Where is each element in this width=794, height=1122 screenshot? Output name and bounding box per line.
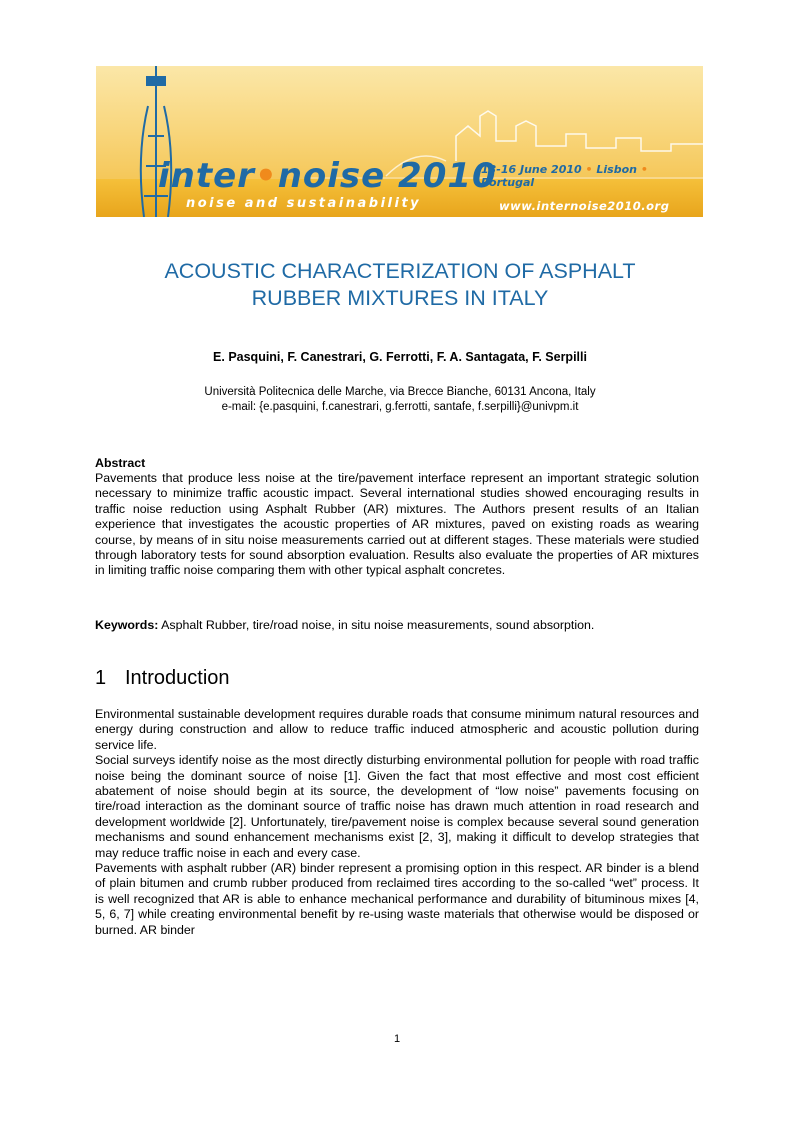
paragraph: Pavements with asphalt rubber (AR) binder represent a promising option in this respect. AR binder is a blend of plain bitumen and crumb rubber produced from reclaimed tires according to the so-called “wet” process. It is well recognized that AR is able to enhance mechanical performance and durability of bituminous mixes [4, 5, 6, 7] while creating environmental benefit by re-using waste materials that otherwise would be disposed or burned. AR binder [95,861,699,937]
section-title: Introduction [125,667,230,689]
keywords [95,618,699,633]
brand-dot: • [254,156,278,196]
abstract-text: Pavements that produce less noise at the tire/pavement interface represent an important strategic solution necessary to minimize traffic acoustic impact. Several international studies showed encouraging results in traffic noise reduction using Asphalt Rubber (AR) mixtures. The Authors present results of an Italian experience that investigates the acoustic properties of AR mixtures, paved on existing roads as wearing course, by means of in situ noise measurements carried out at different stages. These materials were studied through laboratory tests for sound absorption evaluation. Results also evaluate the properties of AR mixtures in limiting traffic noise comparing them with other typical asphalt concretes. [95,471,699,578]
affiliation: Università Politecnica delle Marche, via Brecce Bianche, 60131 Ancona, Italy [204,386,596,398]
tower-top-icon [146,76,166,86]
banner-url: www.internoise2010.org [499,199,670,213]
introduction-body [95,707,699,938]
banner-city: Lisbon [596,163,637,176]
paragraph: Social surveys identify noise as the most directly disturbing environmental pollution for people with road traffic noise being the dominant source of noise [1]. Given the fact that most effective and most cost efficient abatement of noise should begin at its source, the development of “low noise” pavements focusing on tire/road interaction as the dominant source of traffic noise has drawn much attention in road research and development worldwide [2]. Unfortunately, tire/pavement noise is complex because several sound generation mechanisms and sound enhancement mechanisms exist [2, 3], making it difficult to develop strategies that may reduce traffic noise in each and every case. [95,753,699,860]
brand-right: noise 2010 [277,156,497,196]
paragraph: Environmental sustainable development requires durable roads that consume minimum natural resources and energy during construction and allow to reduce traffic induced atmospheric and acoustic pollution during service life. [95,707,699,752]
email: e-mail: {e.pasquini, f.canestrari, g.ferrotti, santafe, f.serpilli}@univpm.it [221,401,579,413]
title-line-2: RUBBER MIXTURES IN ITALY [251,286,549,310]
banner-country: Portugal [481,176,535,189]
separator-dot: • [640,163,648,176]
section-heading [95,667,230,690]
affiliation-block [80,385,720,415]
abstract-heading: Abstract [95,456,146,470]
title-line-1: ACOUSTIC CHARACTERIZATION OF ASPHALT [164,259,636,283]
banner-dateline [481,163,703,189]
keywords-label: Keywords: [95,618,159,632]
page-number: 1 [393,1033,401,1045]
keywords-text: Asphalt Rubber, tire/road noise, in situ noise measurements, sound absorption. [161,618,595,632]
author-list: E. Pasquini, F. Canestrari, G. Ferrotti, F. A. Santagata, F. Serpilli [213,350,587,364]
section-number: 1 [95,667,107,689]
conference-banner [96,66,703,217]
conference-logo [158,156,497,196]
banner-tagline: noise and sustainability [186,196,422,211]
brand-left: inter [158,156,255,196]
paper-title [80,258,720,312]
separator-dot: • [585,163,593,176]
banner-date: 13-16 June 2010 [481,163,582,176]
